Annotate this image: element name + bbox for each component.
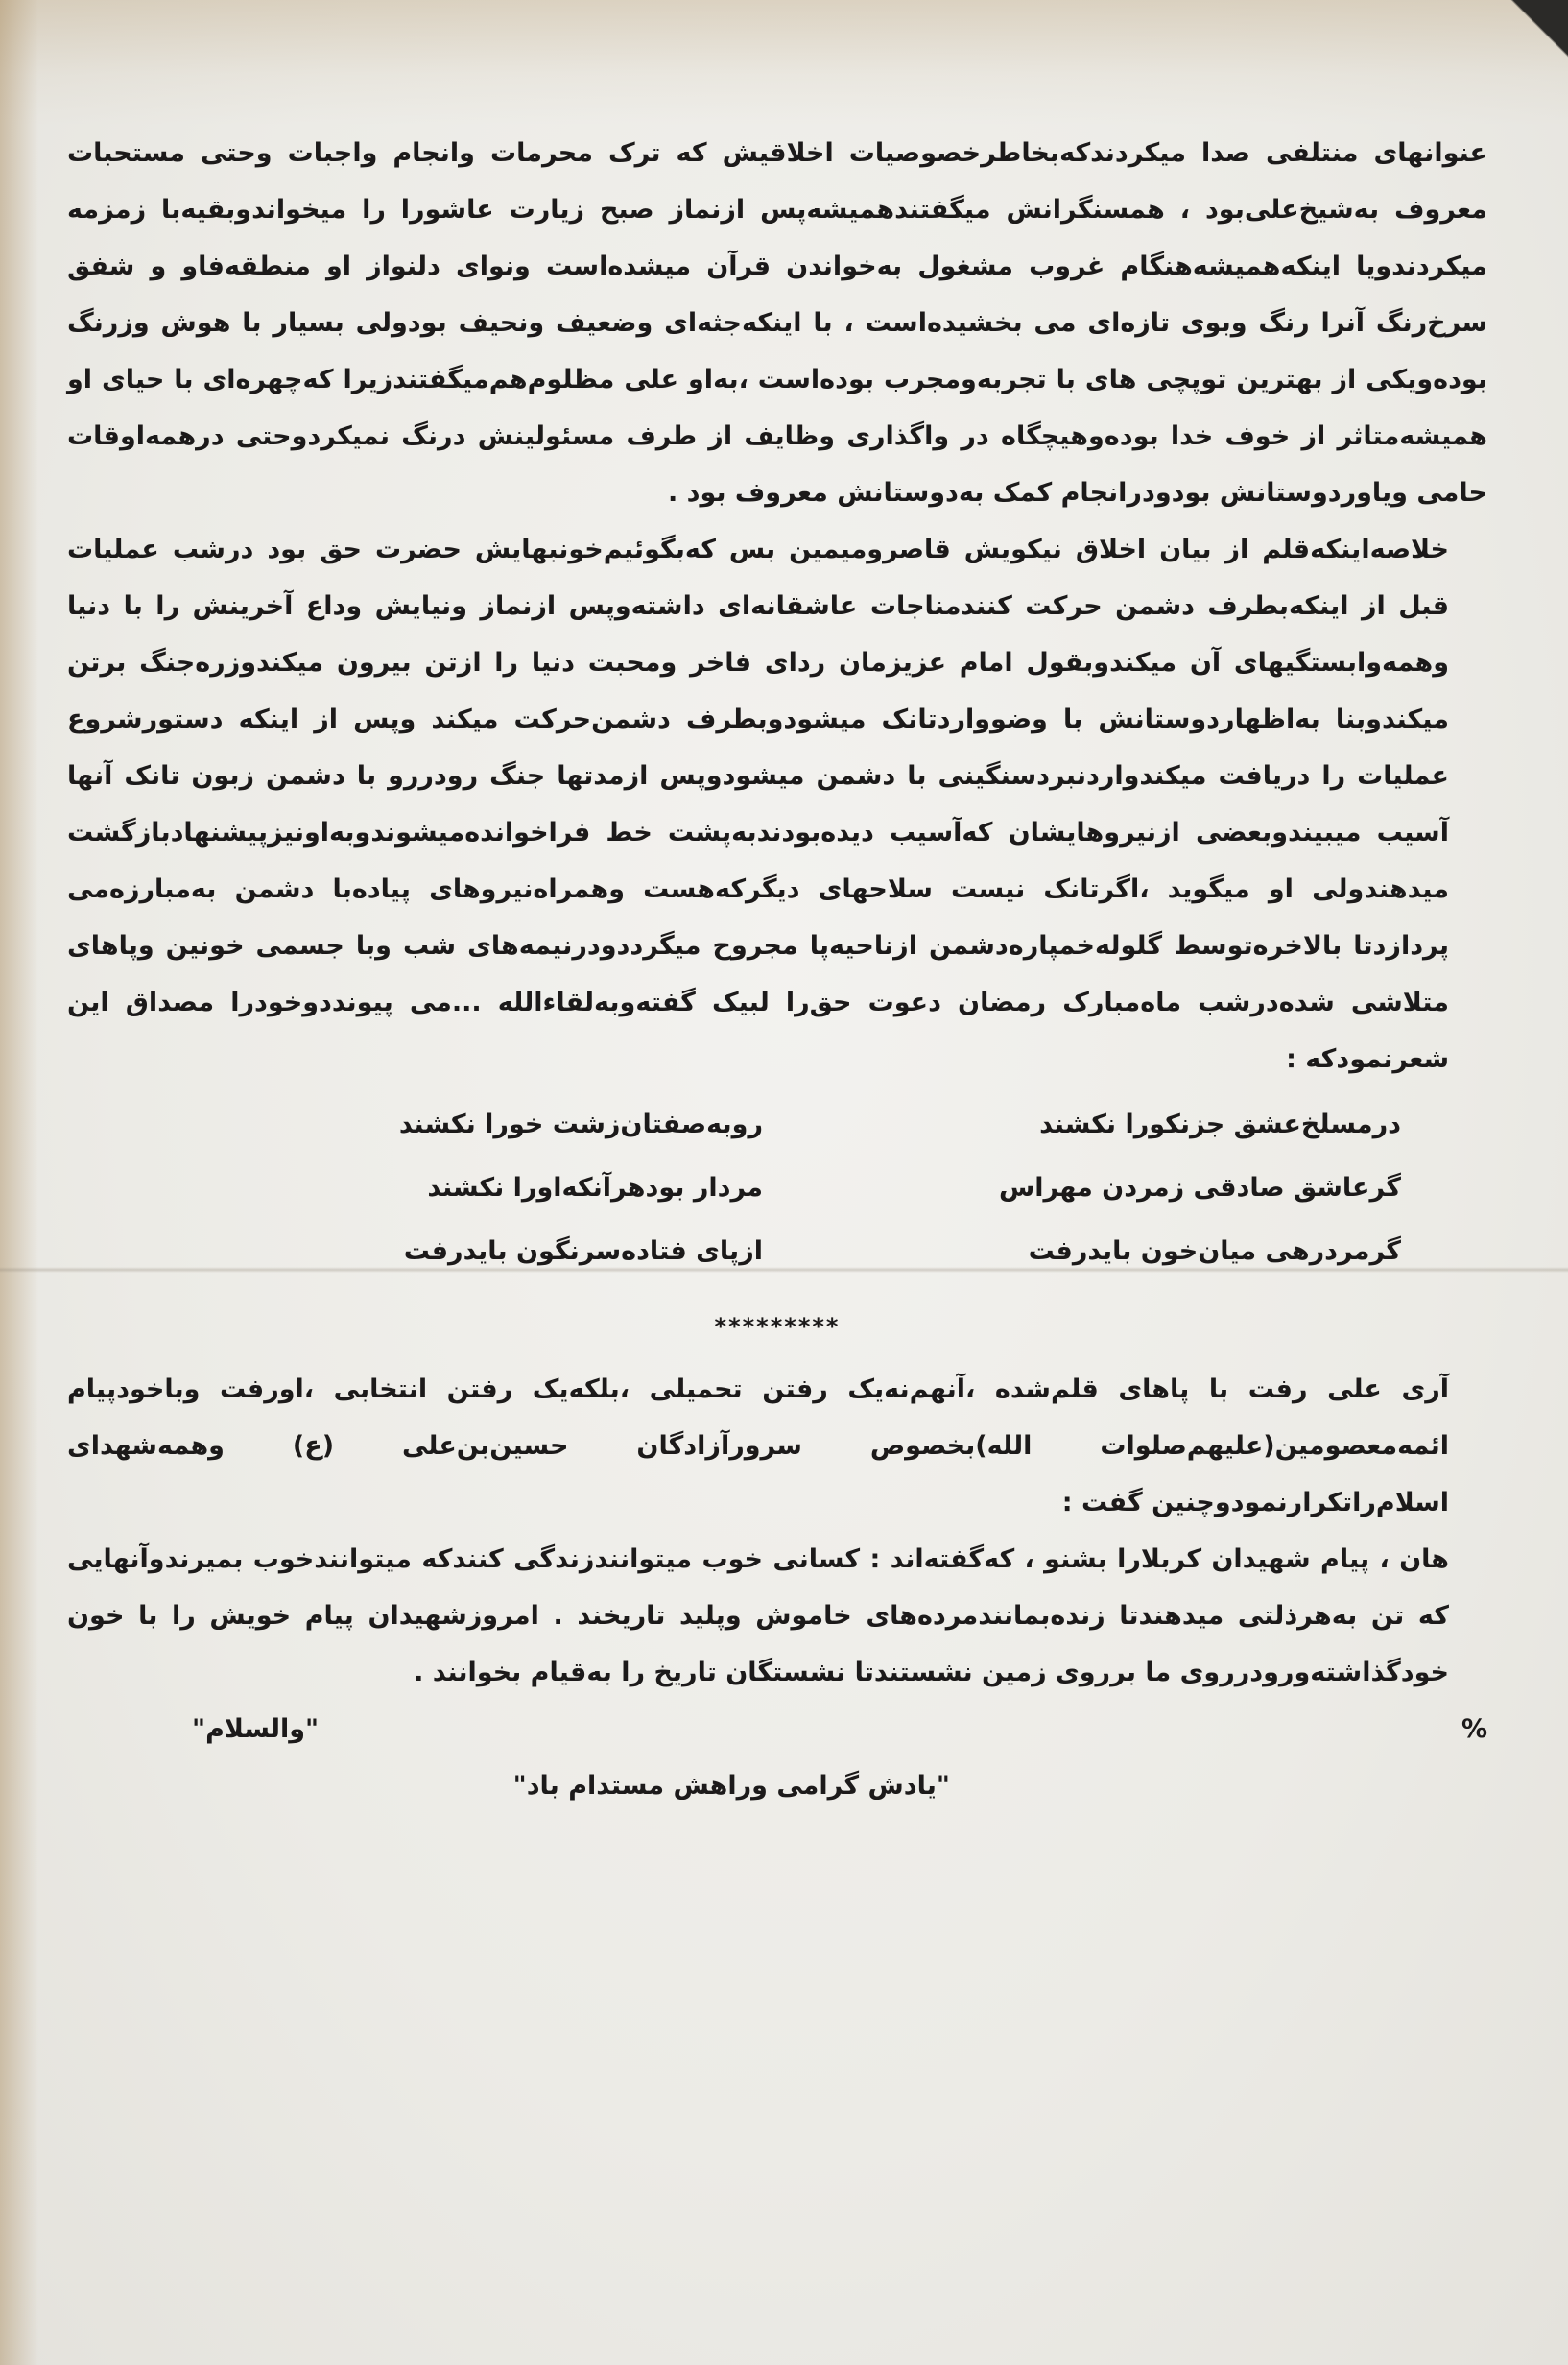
water-stain-top (0, 0, 1568, 125)
poem (67, 1087, 1487, 1291)
paragraph-4: هان ، پیام شهیدان کربلارا بشنو ، که‌گفته‌اند : کسانی خوب میتوانندزندگی کنندکه میتوانندخوب بمیرندوآنهایی که تن به‌هرذلتی میدهندتا زنده‌بمانندمرده‌های خاموش وپلید تاریخند . امروزشهیدان پیام خویش را با خون خودگذاشته‌ورودرروی ما برروی زمین نشستندتا نشستگان تاریخ را به‌قیام بخوانند . (67, 1544, 1449, 1687)
motto: "یادش گرامی وراهش مستدام باد" (512, 1771, 950, 1801)
poem-line-2-right: گرعاشق صادقی زمردن مهراس (998, 1173, 1401, 1203)
poem-line-1-right: درمسلخ‌عشق جزنکورا نکشند (1039, 1110, 1401, 1139)
separator-stars: ********* (714, 1313, 841, 1340)
paragraph-1: عنوانهای منتلفی صدا میکردندکه‌بخاطرخصوصیات اخلاقیش که ترک محرمات وانجام واجبات وحتی مستحبات معروف به‌شیخ‌علی‌بود ، همسنگرانش میگفتندهمیشه‌پس ازنماز صبح زیارت عاشورا را میخواندوبقیه‌با زمزمه میکردندویا اینکه‌همیشه‌هنگام غروب مشغول به‌خواندن قرآن میشده‌است ونوای دلنواز او منطقه‌فاو و شفق سرخ‌رنگ آنرا رنگ وبوی تازه‌ای می بخشیده‌است ، با اینکه‌جثه‌ای وضعیف ونحیف بودولی بسیار با هوش وزرنگ بوده‌ویکی از بهترین توپچی های با تجربه‌ومجرب بوده‌است ،به‌او علی مظلوم‌هم‌میگفتند‌زیرا که‌چهره‌ای با حیای او همیشه‌متاثر از خوف خدا بوده‌وهیچگاه در واگذاری وظایف از طرف مسئولینش درنگ نمیکردوحتی درهمه‌اوقات حامی ویاوردوستانش بودودرانجام کمک به‌دوستانش معروف بود . (67, 138, 1487, 508)
poem-line-2-left: مردار بودهرآنکه‌اورا نکشند (427, 1173, 763, 1203)
document-body (67, 125, 1487, 1814)
water-stain-left (0, 0, 38, 2365)
poem-line-1-left: روبه‌صفتان‌زشت خورا نکشند (398, 1110, 763, 1139)
paragraph-3: آری علی رفت با پاهای قلم‌شده ،آنهم‌نه‌یک رفتن تحمیلی ،بلکه‌یک رفتن انتخابی ،اورفت وباخودپیام ائمه‌معصومین(علیهم‌صلوات الله)بخصوص سرورآزادگان حسین‌بن‌علی (ع) وهمه‌شهدای اسلام‌راتکرارنمودوچنین گفت : (67, 1374, 1449, 1517)
closing-percent: % (1461, 1714, 1487, 1744)
poem-line-3-left: ازپای فتاده‌سرنگون بایدرفت (403, 1236, 763, 1266)
poem-line-3-right: گرمردرهی میان‌خون بایدرفت (1028, 1236, 1401, 1266)
closing-line (67, 1701, 1487, 1757)
closing-salutation: "والسلام" (192, 1714, 320, 1744)
paragraph-2: خلاصه‌اینکه‌قلم از بیان اخلاق نیکویش قاصرومیمین بس که‌بگوئیم‌خونبهایش حضرت حق بود درشب عملیات قبل از اینکه‌بطرف دشمن حرکت کنندمناجات عاشقانه‌ای داشته‌وپس ازنماز ونیایش وداع آخرینش را با دنیا وهمه‌وابستگیهای آن میکندوبقول امام عزیزمان ردای فاخر ومحبت دنیا را ازتن بیرون میکندوزره‌جنگ برتن میکندوبنا به‌اظهاردوستانش با وضوواردتانک میشودوبطرف دشمن‌حرکت میکند وپس از اینکه دستورشروع عملیات را دریافت میکندواردنبردسنگینی با دشمن میشودوپس ازمدتها جنگ رودررو با دشمن زبون تانک آنها آسیب میبیندوبعضی ازنیروهایشان که‌آسیب دیده‌بودندبه‌پشت خط فراخوانده‌میشوندوبه‌اونیزپیشنهادبازگشت میدهندولی او میگوید ،اگرتانک نیست سلاحهای دیگرکه‌هست وهمراه‌نیروهای پیاده‌با دشمن به‌مبارزه‌می پردازدتا بالاخره‌توسط گلوله‌خمپاره‌دشمن ازناحیه‌پا مجروح میگرددودرنیمه‌های شب وبا جسمی خونین وپاهای متلاشی شده‌درشب ماه‌مبارک رمضان دعوت حق‌را لبیک گفته‌وبه‌لقاءالله ...می پیونددوخودرا مصداق این شعرنمودکه : (67, 535, 1449, 1074)
torn-corner (1501, 0, 1568, 77)
